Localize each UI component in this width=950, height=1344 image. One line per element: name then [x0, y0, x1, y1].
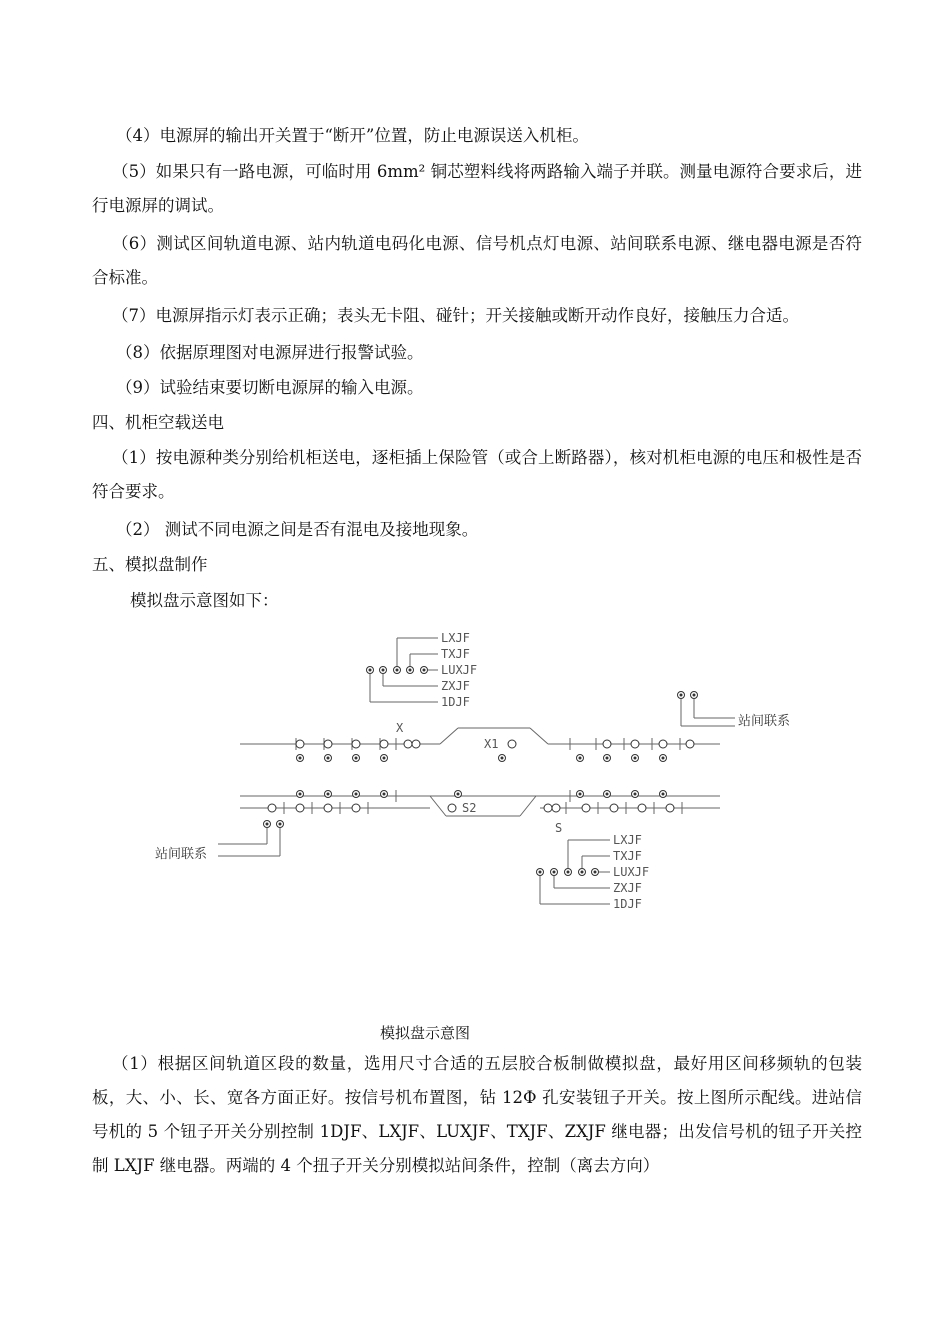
- station-link-label-left: 站间联系: [155, 847, 208, 862]
- paragraph-6: （6）测试区间轨道电源、站内轨道电码化电源、信号机点灯电源、站间联系电源、继电器电源是否符合标准。: [92, 234, 862, 287]
- relay-label-zxjf-lower: ZXJF: [613, 881, 642, 895]
- paragraph-8: （8）依据原理图对电源屏进行报警试验。: [116, 343, 424, 362]
- relay-label-lxjf-upper: LXJF: [441, 631, 470, 645]
- signal-s-label: S: [555, 821, 563, 835]
- paragraph-11: （2） 测试不同电源之间是否有混电及接地现象。: [116, 520, 479, 539]
- paragraph-10: （1）按电源种类分别给机柜送电，逐柜插上保险管（或合上断路器），核对机柜电源的电压和极性是否符合要求。: [92, 448, 862, 501]
- signal-s2-label: S2: [462, 801, 477, 815]
- station-link-upper-right: [678, 692, 791, 730]
- track-lower: [240, 790, 720, 835]
- relay-label-luxjf-lower: LUXJF: [613, 865, 650, 879]
- paragraph-12: （1）根据区间轨道区段的数量，选用尺寸合适的五层胶合板制做模拟盘，最好用区间移频轨的包装板，大、小、长、宽各方面正好。按信号机布置图，钻 12Φ 孔安装钮子开关。按上图所示配线。进站信号机的 5 个钮子开关分别控制 1DJF、LXJF、LUXJF、TXJF、ZXJF 继电器；出发信号机的钮子开关控制 LXJF 继电器。两端的 4 个扭子开关分别模拟站间条件，控制（离去方向）: [92, 1054, 862, 1175]
- heading-section-4: 四、机柜空载送电: [92, 413, 224, 432]
- relay-label-1djf-lower: 1DJF: [613, 897, 642, 911]
- diagram-caption: 模拟盘示意图: [379, 1024, 470, 1042]
- paragraph-4: （4）电源屏的输出开关置于“断开”位置，防止电源误送入机柜。: [116, 126, 589, 145]
- relay-label-luxjf-upper: LUXJF: [441, 663, 478, 677]
- track-upper: [240, 721, 720, 762]
- signal-x-label: X: [396, 721, 404, 735]
- relay-label-1djf-upper: 1DJF: [441, 695, 470, 709]
- relay-label-zxjf-upper: ZXJF: [441, 679, 470, 693]
- relay-group-lower: [537, 833, 650, 911]
- relay-group-upper: [367, 631, 478, 709]
- station-link-lower-left: [155, 821, 284, 863]
- heading-section-5: 五、模拟盘制作: [92, 555, 208, 574]
- relay-label-txjf-lower: TXJF: [613, 849, 642, 863]
- paragraph-9: （9）试验结束要切断电源屏的输入电源。: [116, 378, 424, 397]
- simulation-panel-diagram: [0, 622, 950, 942]
- signal-x1-label: X1: [484, 737, 499, 751]
- station-link-label-right: 站间联系: [738, 714, 791, 729]
- relay-label-txjf-upper: TXJF: [441, 647, 470, 661]
- relay-label-lxjf-lower: LXJF: [613, 833, 642, 847]
- paragraph-5: （5）如果只有一路电源，可临时用 6mm² 铜芯塑料线将两路输入端子并联。测量电源符合要求后，进行电源屏的调试。: [92, 162, 862, 215]
- diagram-intro: 模拟盘示意图如下：: [130, 591, 279, 610]
- paragraph-7: （7）电源屏指示灯表示正确；表头无卡阻、碰针；开关接触或断开动作良好，接触压力合适。: [112, 306, 799, 325]
